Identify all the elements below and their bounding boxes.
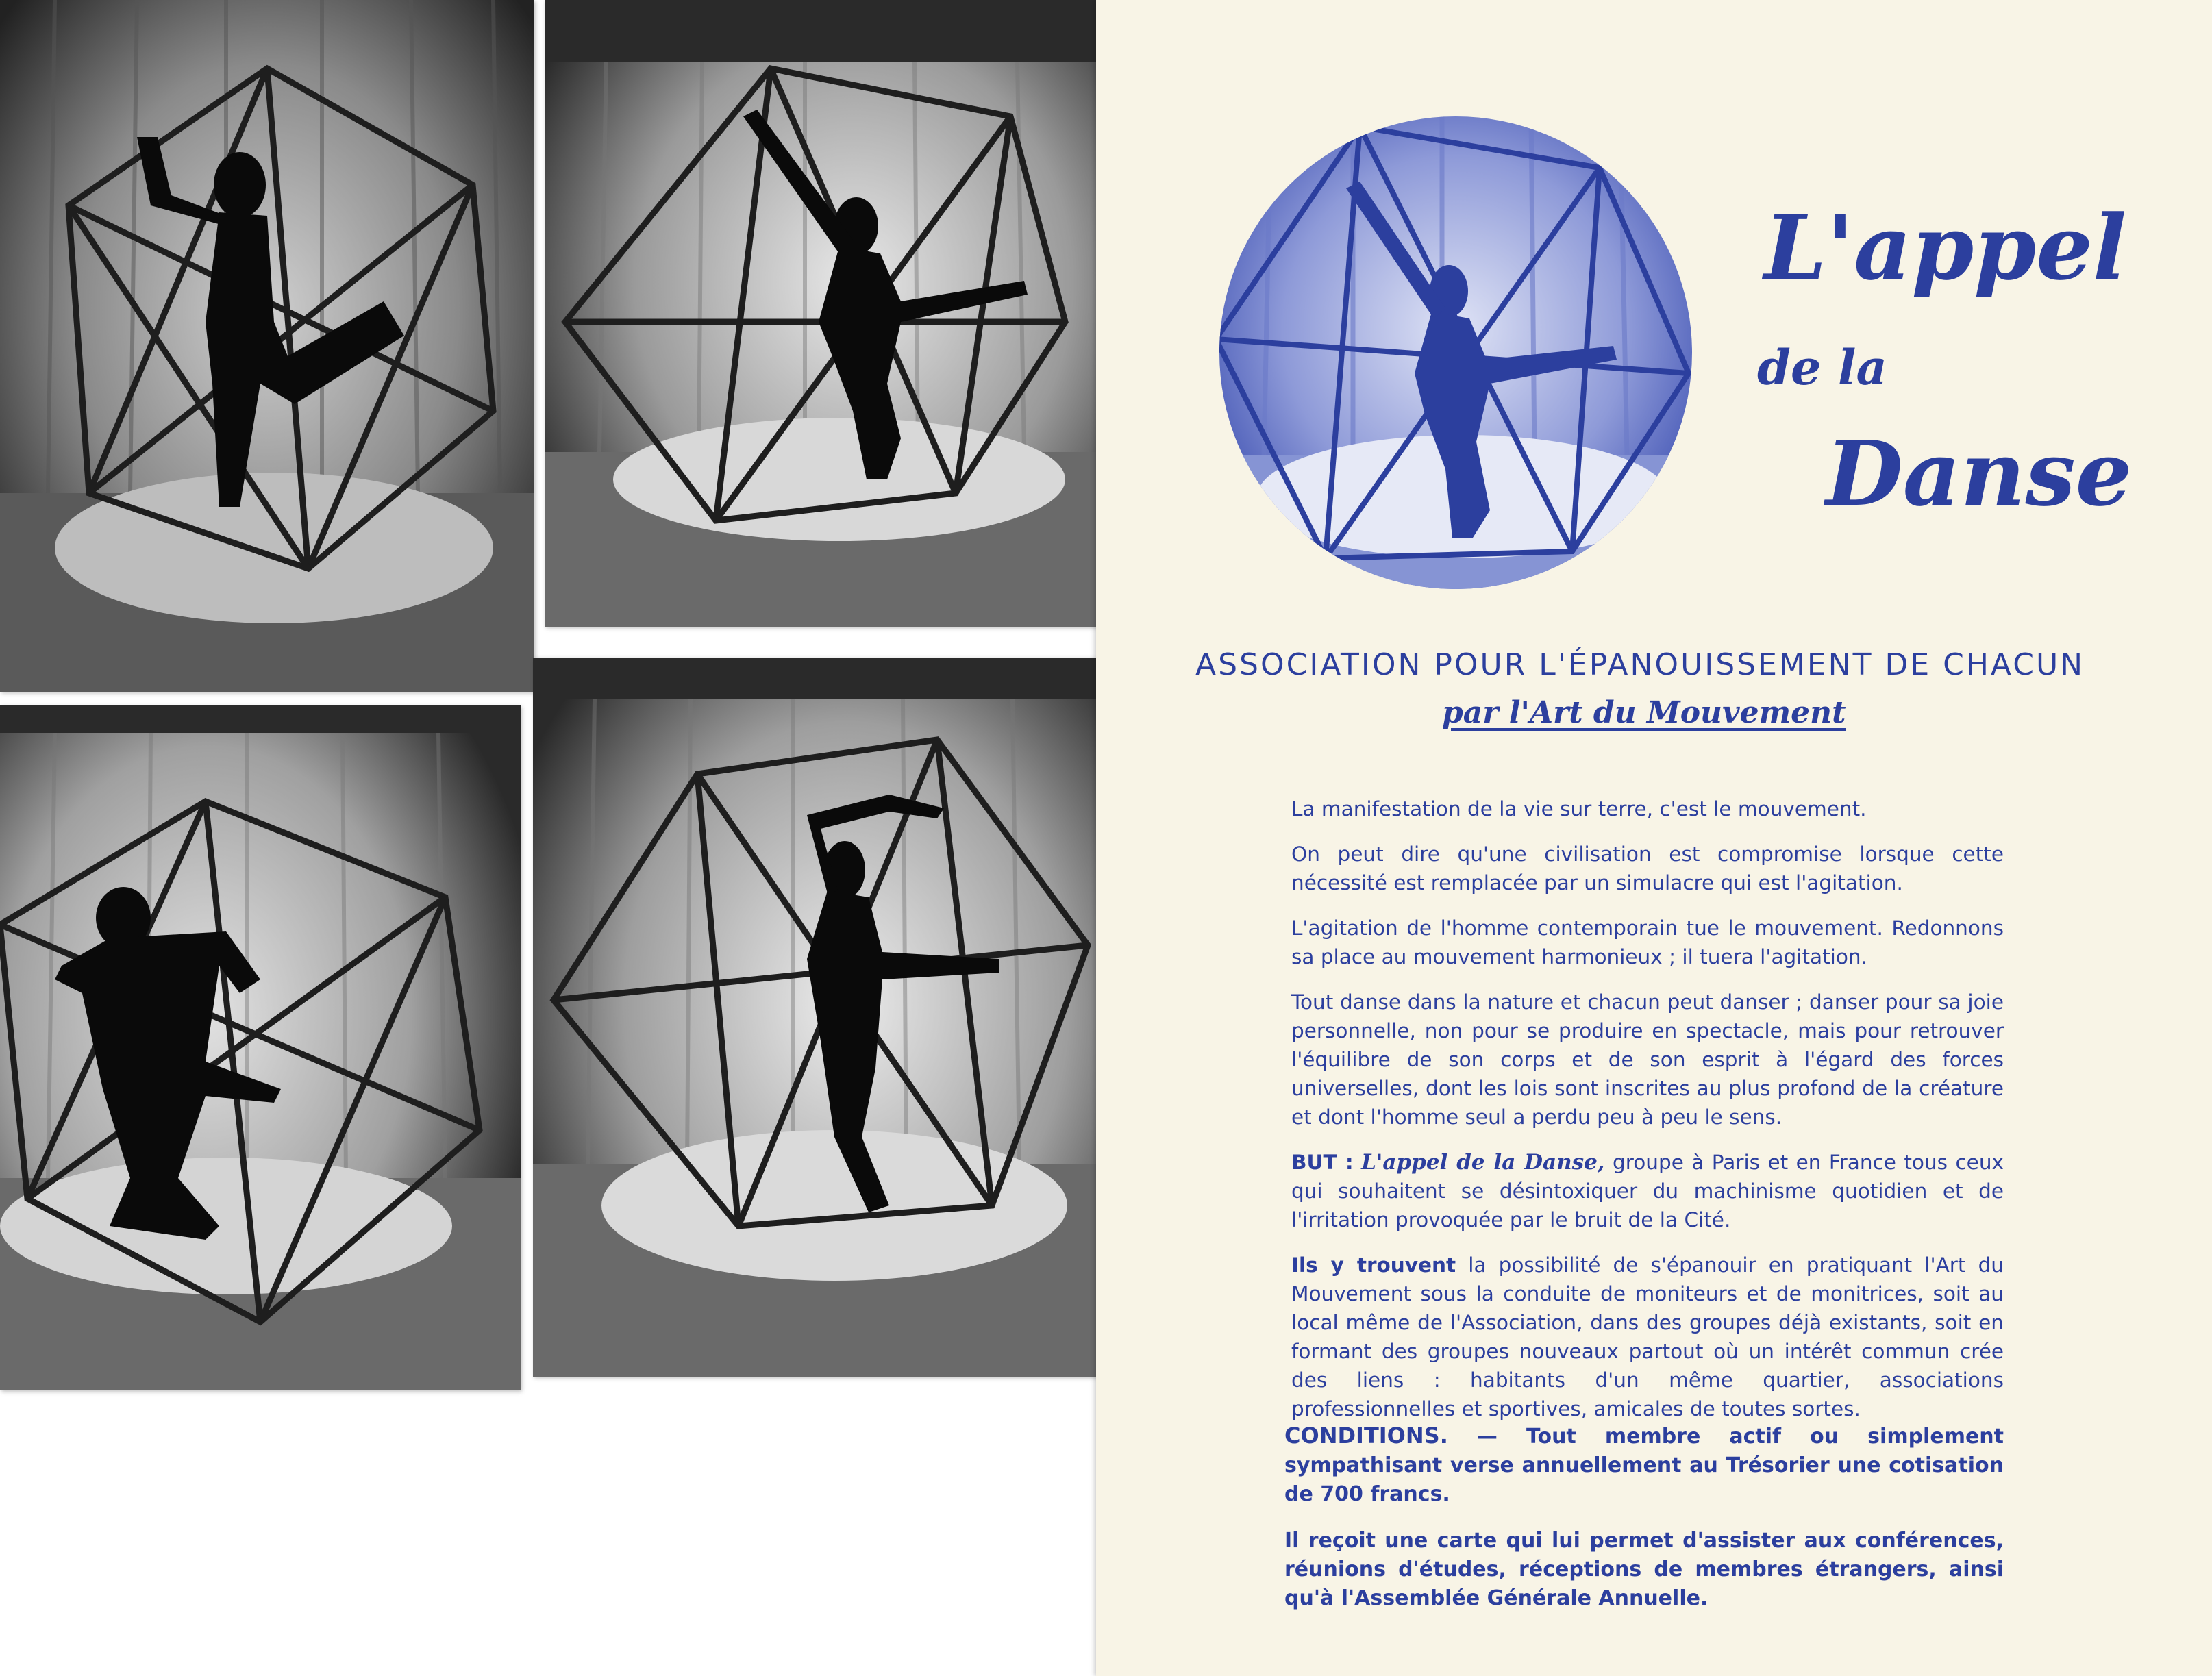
but-label: BUT :	[1291, 1151, 1354, 1174]
conditions-paragraph	[1284, 1421, 2004, 1509]
conditions-paragraph-2: Il reçoit une carte qui lui permet d'assister aux conférences, réunions d'études, réceptions de membres étrangers, ainsi qu'à l'Assemblée Générale Annuelle.	[1284, 1529, 2004, 1610]
photo-dancer-2	[545, 0, 1106, 627]
title-line-2: de la	[1757, 339, 1887, 396]
dancer-photo-2-image	[545, 0, 1106, 627]
dancer-photo-1-image	[0, 0, 534, 692]
dancer-photo-4-image	[533, 658, 1103, 1377]
paragraph-3: L'agitation de l'homme contemporain tue le mouvement. Redonnons sa place au mouvement harmonieux ; il tuera l'agitation.	[1291, 916, 2004, 968]
photo-dancer-1	[0, 0, 534, 692]
conditions-section	[1284, 1421, 2004, 1631]
ils-text: la possibilité de s'épanouir en pratiquant l'Art du Mouvement sous la conduite de moniteurs et de monitrices, soit au local même de l'Association, dans des groupes déjà existants, soit en formant des groupes nouveaux partout où un intérêt commun crée des liens : habitants d'un même quartier, associations professionnelles et sportives, amicales de toutes sortes.	[1291, 1253, 2004, 1421]
paragraph-2: On peut dire qu'une civilisation est compromise lorsque cette nécessité est remplacée par un simulacre qui est l'agitation.	[1291, 842, 2004, 895]
paragraph-ils	[1291, 1251, 2004, 1423]
dancer-medallion-image	[1216, 113, 1695, 592]
conditions-label: CONDITIONS.	[1284, 1423, 1448, 1449]
association-heading: ASSOCIATION POUR L'ÉPANOUISSEMENT DE CHACUN	[1195, 647, 2085, 682]
paragraph-1: La manifestation de la vie sur terre, c'est le mouvement.	[1291, 797, 1867, 821]
title-line-1: L'appel	[1764, 195, 2127, 300]
association-subheading: par l'Art du Mouvement	[1442, 695, 1846, 730]
dancer-photo-3-image	[0, 705, 521, 1390]
but-text: groupe à Paris et en France tous ceux qui souhaitent se désintoxiquer du machinisme quotidien et de l'irritation provoquée par le bruit de la Cité.	[1291, 1151, 2004, 1231]
medallion-illustration	[1216, 113, 1695, 592]
paragraph-but	[1291, 1148, 2004, 1234]
title-line-3: Danse	[1826, 421, 2133, 526]
but-name: L'appel de la Danse,	[1361, 1150, 1605, 1175]
leaflet-page	[1096, 0, 2212, 1676]
conditions-text: — Tout membre actif ou simplement sympathisant verse annuellement au Trésorier une cotisation de 700 francs.	[1284, 1425, 2004, 1506]
photo-dancer-3	[0, 705, 521, 1390]
leaflet-body	[1291, 795, 2004, 1440]
paragraph-4: Tout danse dans la nature et chacun peut danser ; danser pour sa joie personnelle, non pour se produire en spectacle, mais pour retrouver l'équilibre de son corps et de son esprit à l'égard des forces universelles, dont les lois sont inscrites au plus profond de la créature et dont l'homme seul a perdu peu à peu le sens.	[1291, 990, 2004, 1129]
ils-label: Ils y trouvent	[1291, 1253, 1456, 1277]
photo-dancer-4	[533, 658, 1103, 1377]
